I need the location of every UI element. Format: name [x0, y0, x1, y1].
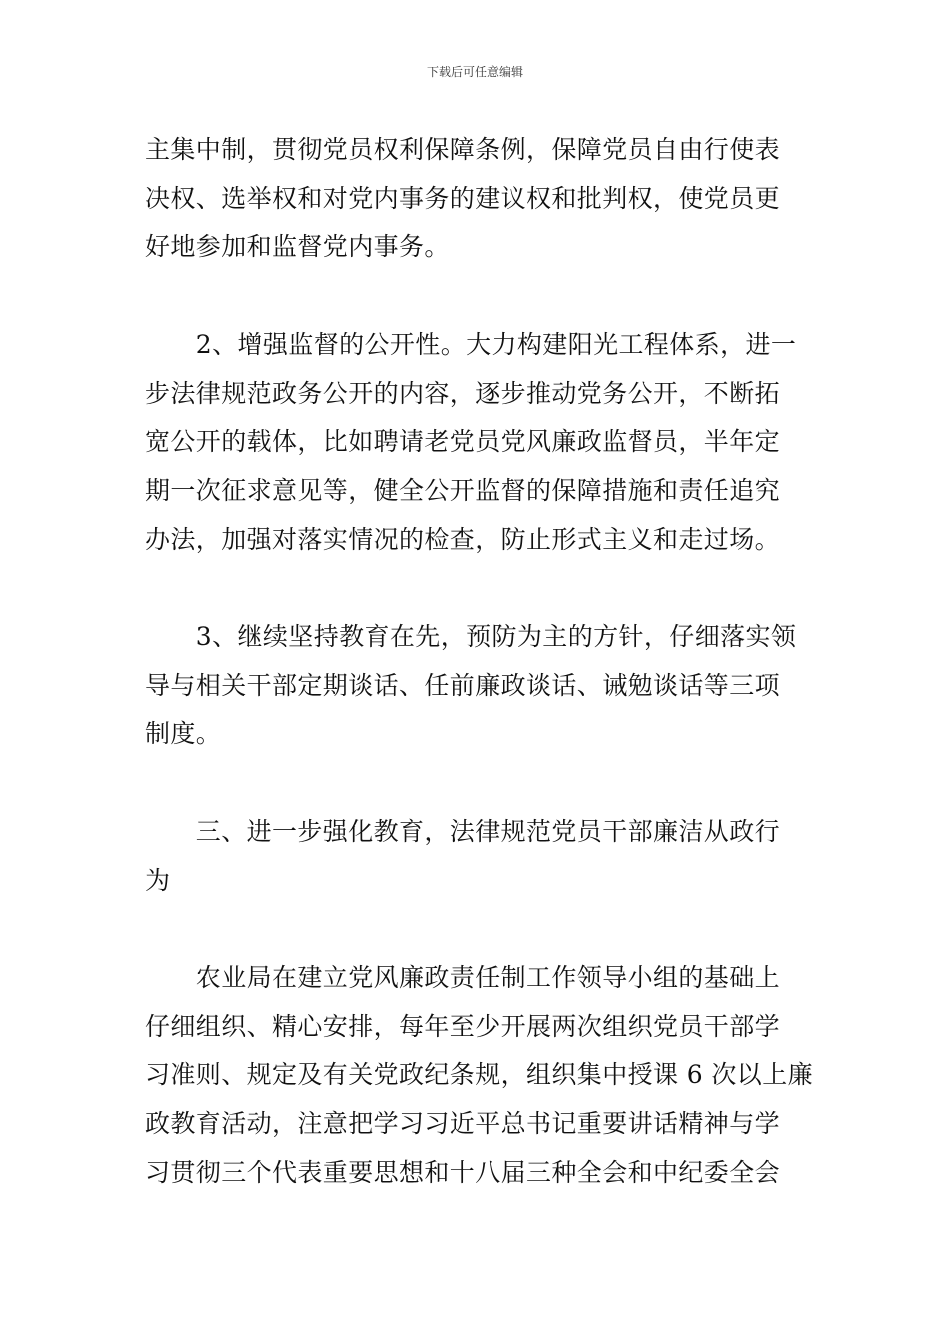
paragraph-3 [145, 613, 810, 759]
text-line: 为 [145, 865, 171, 895]
text-line: 2、增强监督的公开性。大力构建阳光工程体系，进一 [145, 329, 797, 359]
text-line: 决权、选举权和对党内事务的建议权和批判权，使党员更 [145, 183, 781, 213]
text-line: 3、继续坚持教育在先，预防为主的方针，仔细落实领 [145, 622, 797, 651]
text-line: 政教育活动，注意把学习习近平总书记重要讲话精神与学 [145, 1109, 781, 1138]
text-line: 宽公开的载体，比如聘请老党员党风廉政监督员，半年定 [145, 427, 781, 457]
paragraph-1 [145, 126, 810, 272]
text-line: 制度。 [145, 719, 222, 749]
text-line: 期一次征求意见等，健全公开监督的保障措施和责任追究 [145, 475, 781, 505]
text-line: 主集中制，贯彻党员权利保障条例，保障党员自由行使表 [145, 135, 781, 164]
text-line: 农业局在建立党风廉政责任制工作领导小组的基础上 [145, 962, 781, 992]
paragraph-5 [145, 954, 814, 1198]
paragraph-spacer [145, 759, 810, 808]
paragraph-spacer [145, 564, 810, 613]
text-line: 导与相关干部定期谈话、任前廉政谈话、诫勉谈话等三项 [145, 670, 781, 700]
document-body [145, 126, 814, 1197]
text-line: 步法律规范政务公开的内容，逐步推动党务公开，不断拓 [145, 378, 781, 408]
text-line: 仔细组织、精心安排，每年至少开展两次组织党员干部学 [145, 1011, 781, 1041]
text-line: 办法，加强对落实情况的检查，防止形式主义和走过场。 [145, 524, 781, 554]
text-line: 习贯彻三个代表重要思想和十八届三种全会和中纪委全会 [145, 1157, 781, 1187]
paragraph-spacer [145, 272, 810, 321]
section-heading [145, 808, 810, 905]
paragraph-spacer [145, 905, 810, 954]
text-line: 三、进一步强化教育，法律规范党员干部廉洁从政行 [145, 816, 781, 846]
text-line: 好地参加和监督党内事务。 [145, 232, 450, 262]
paragraph-2 [145, 321, 810, 565]
page-header: 下载后可任意编辑 [426, 65, 523, 79]
text-line: 习准则、规定及有关党政纪条规，组织集中授课 6 次以上廉 [145, 1060, 814, 1090]
